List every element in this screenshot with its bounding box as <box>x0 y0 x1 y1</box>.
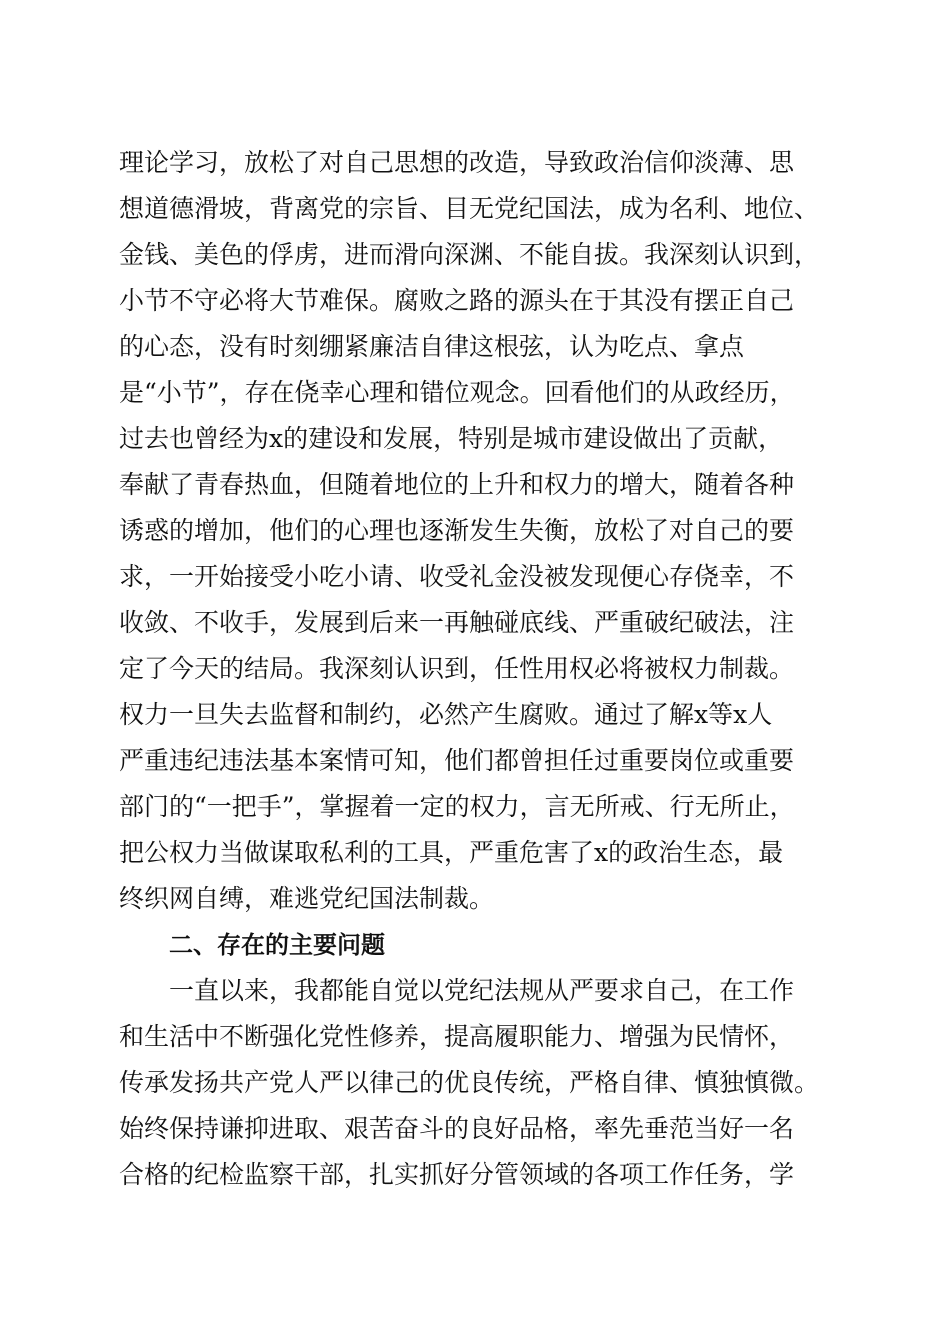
paragraph-1-line: 求，一开始接受小吃小请、收受礼金没被发现便心存侥幸，不 <box>119 562 795 591</box>
paragraph-1-line: 小节不守必将大节难保。腐败之路的源头在于其没有摆正自己 <box>119 286 795 315</box>
paragraph-2-line: 和生活中不断强化党性修养，提高履职能力、增强为民情怀， <box>119 1022 795 1051</box>
paragraph-1-line: 过去也曾经为x的建设和发展，特别是城市建设做出了贡献， <box>119 424 784 453</box>
paragraph-1-line: 金钱、美色的俘虏，进而滑向深渊、不能自拔。我深刻认识到， <box>119 240 820 269</box>
paragraph-2-line: 传承发扬共产党人严以律己的优良传统，严格自律、慎独慎微。 <box>119 1068 820 1097</box>
paragraph-1-line: 是“小节”，存在侥幸心理和错位观念。回看他们的从政经历， <box>119 378 795 407</box>
section-heading: 二、存在的主要问题 <box>169 931 385 959</box>
paragraph-1-line: 的心态，没有时刻绷紧廉洁自律这根弦，认为吃点、拿点 <box>119 332 745 361</box>
paragraph-1-line: 理论学习，放松了对自己思想的改造，导致政治信仰淡薄、思 <box>119 148 795 177</box>
paragraph-1-line: 部门的“一把手”，掌握着一定的权力，言无所戒、行无所止， <box>119 792 795 821</box>
paragraph-1-line: 收敛、不收手，发展到后来一再触碰底线、严重破纪破法，注 <box>119 608 795 637</box>
paragraph-1-line: 把公权力当做谋取私利的工具，严重危害了x的政治生态，最 <box>119 838 784 867</box>
paragraph-1-line: 想道德滑坡，背离党的宗旨、目无党纪国法，成为名利、地位、 <box>119 194 820 223</box>
paragraph-1-line: 奉献了青春热血，但随着地位的上升和权力的增大，随着各种 <box>119 470 795 499</box>
paragraph-2-line: 一直以来，我都能自觉以党纪法规从严要求自己，在工作 <box>169 976 795 1005</box>
paragraph-1-line: 权力一旦失去监督和制约，必然产生腐败。通过了解x等x人 <box>119 700 773 729</box>
paragraph-1-line: 诱惑的增加，他们的心理也逐渐发生失衡，放松了对自己的要 <box>119 516 795 545</box>
paragraph-2-line: 始终保持谦抑进取、艰苦奋斗的良好品格，率先垂范当好一名 <box>119 1114 795 1143</box>
paragraph-1-line: 定了今天的结局。我深刻认识到，任性用权必将被权力制裁。 <box>119 654 795 683</box>
paragraph-1-line: 终织网自缚，难逃党纪国法制裁。 <box>119 884 495 913</box>
paragraph-1-line: 严重违纪违法基本案情可知，他们都曾担任过重要岗位或重要 <box>119 746 795 775</box>
paragraph-2-line: 合格的纪检监察干部，扎实抓好分管领域的各项工作任务，学 <box>119 1160 795 1189</box>
